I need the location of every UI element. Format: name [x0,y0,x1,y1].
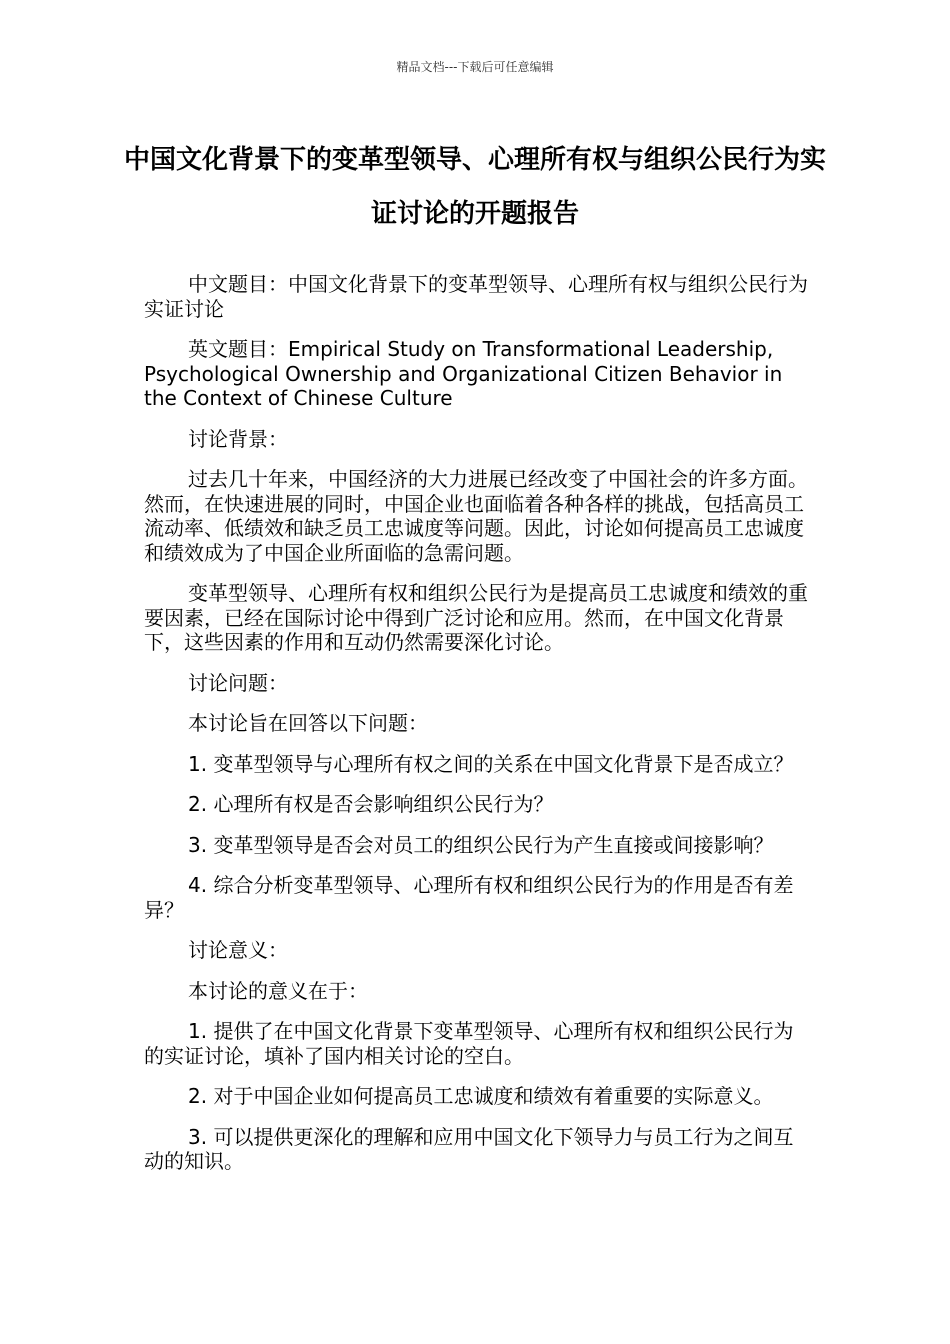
question-item-2: 2. 心理所有权是否会影响组织公民行为？ [188,792,554,816]
significance-item-2: 2. 对于中国企业如何提高员工忠诚度和绩效有着重要的实际意义。 [188,1084,774,1108]
heading-questions: 讨论问题： [188,670,288,695]
paragraph-background-2: 变革型领导、心理所有权和组织公民行为是提高员工忠诚度和绩效的重要因素，已经在国际讨论中得到广泛讨论和应用。然而，在中国文化背景下，这些因素的作用和互动仍然需要深化讨论。 [144,581,808,654]
significance-item-1: 1. 提供了在中国文化背景下变革型领导、心理所有权和组织公民行为的实证讨论，填补了国内相关讨论的空白。 [144,1019,794,1068]
question-item-1: 1. 变革型领导与心理所有权之间的关系在中国文化背景下是否成立？ [188,751,794,776]
paragraph-background-1: 过去几十年来，中国经济的大力进展已经改变了中国社会的许多方面。然而，在快速进展的同时，中国企业也面临着各种各样的挑战，包括高员工流动率、低绩效和缺乏员工忠诚度等问题。因此，讨论如何提高员工忠诚度和绩效成为了中国企业所面临的急需问题。 [144,467,808,565]
heading-background: 讨论背景： [188,426,288,451]
question-item-4: 4. 综合分析变革型领导、心理所有权和组织公民行为的作用是否有差异？ [144,873,794,922]
paragraph-english-title: 英文题目：Empirical Study on Transformational Leadership, Psychological Ownership and Organizational Citizen Behavior in the Context of Chinese Culture [144,337,783,410]
question-item-3: 3. 变革型领导是否会对员工的组织公民行为产生直接或间接影响？ [188,832,774,857]
paragraph-questions-intro: 本讨论旨在回答以下问题： [188,711,428,735]
document-body [144,272,812,1190]
document-title: 中国文化背景下的变革型领导、心理所有权与组织公民行为实证讨论的开题报告 [123,145,826,229]
paragraph-chinese-title: 中文题目：中国文化背景下的变革型领导、心理所有权与组织公民行为实证讨论 [144,272,808,321]
heading-significance: 讨论意义： [188,938,288,962]
page-header: 精品文档---下载后可任意编辑 [396,60,554,74]
significance-item-3: 3. 可以提供更深化的理解和应用中国文化下领导力与员工行为之间互动的知识。 [144,1124,794,1173]
paragraph-significance-intro: 本讨论的意义在于： [188,978,368,1003]
